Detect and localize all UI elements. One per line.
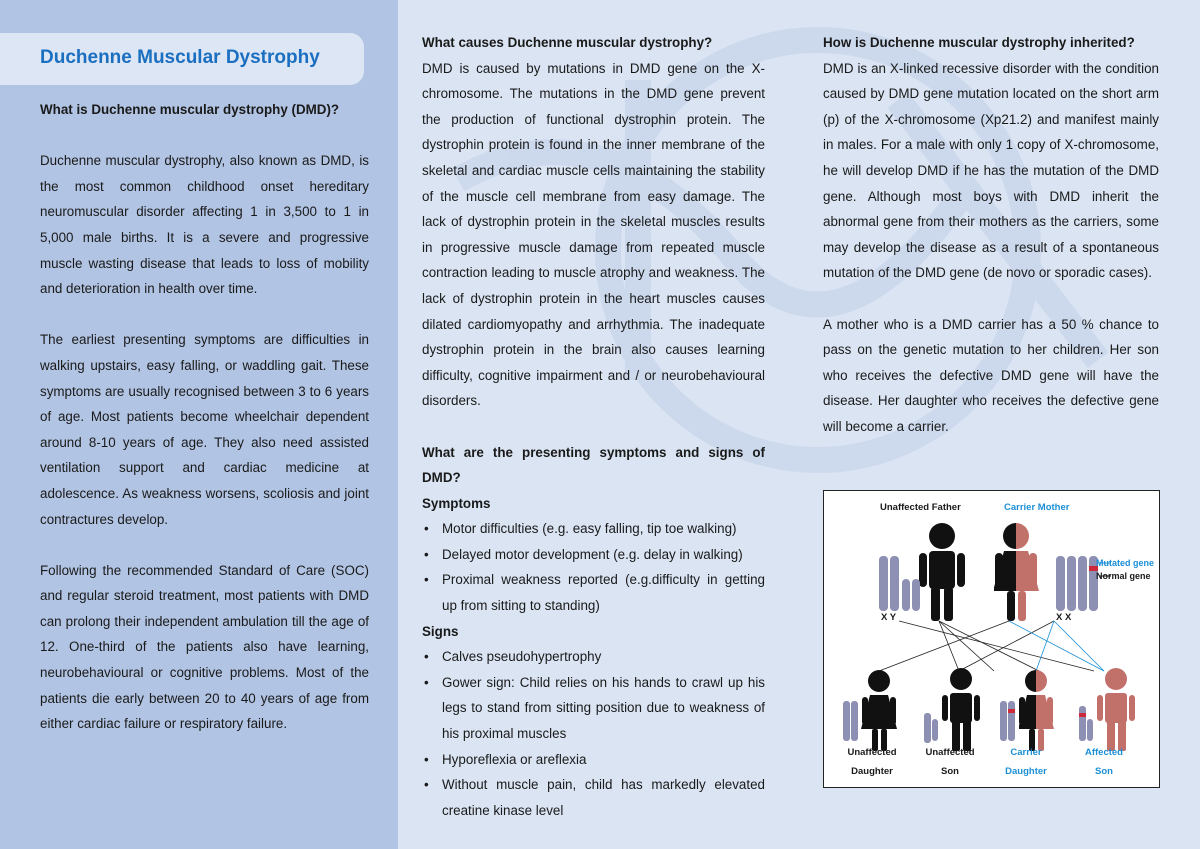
list-item: • Motor difficulties (e.g. easy falling, tip toe walking) xyxy=(422,516,765,542)
list-item: • Delayed motor development (e.g. delay in walking) xyxy=(422,542,765,568)
signs-list xyxy=(422,644,765,823)
title-banner xyxy=(0,33,364,85)
paragraph-causes: DMD is caused by mutations in DMD gene on the X-chromosome. The mutations in the DMD gene prevent the production of functional dystrophin protein. The dystrophin protein is found in the inner membrane of the skeletal and cardiac muscle cells maintaining the stability of the muscle cell membrane from easy damage. The lack of dystrophin protein in the skeletal muscles results in progressive muscle damage from repeated muscle contraction leading to muscle atrophy and weakness. The lack of dystrophin protein in the heart muscles causes dilated cardiomyopathy and arrhythmia. The inadequate dystrophin protein in the brain also causes learning difficulty, cognitive impairment and / or neurobehavioural disorders. xyxy=(422,60,765,409)
heading-what-is-dmd: What is Duchenne muscular dystrophy (DMD)? xyxy=(40,102,340,117)
column-causes-symptoms xyxy=(422,30,765,823)
paragraph-early-symptoms: The earliest presenting symptoms are difficulties in walking upstairs, easy falling, or waddling gait. These symptoms are usually recognised between 3 to 6 years of age. Most patients become wheelchair dependent around 8-10 years of age. They also need assisted ventilation support and cardiac medicine at adolescence. As weakness worsens, scoliosis and joint contractures develop. xyxy=(40,332,369,527)
heading-causes: What causes Duchenne muscular dystrophy? xyxy=(422,35,713,50)
unaffected-daughter-figure xyxy=(861,670,897,751)
father-figure xyxy=(919,523,965,621)
inheritance-drawing xyxy=(824,491,1161,789)
list-item: • Without muscle pain, child has markedly elevated creatine kinase level xyxy=(422,772,765,823)
unaffected-son-figure xyxy=(942,668,980,751)
label-unaffected-son: Unaffected Son xyxy=(925,747,975,777)
legend-mutated-gene: Mutated gene xyxy=(1096,558,1155,568)
label-unaffected-father: Unaffected Father xyxy=(880,502,961,513)
symptoms-list xyxy=(422,516,765,618)
list-item: • Proximal weakness reported (e.g.difficulty in getting up from sitting to standing) xyxy=(422,567,765,618)
heading-symptoms-signs: What are the presenting symptoms and signs of DMD? xyxy=(422,444,765,486)
mother-chromosome-labels: X X xyxy=(1056,612,1072,623)
mother-chromosomes xyxy=(1056,556,1098,611)
label-carrier-daughter: Carrier Daughter xyxy=(1005,747,1047,777)
paragraph-x-linked: DMD is an X-linked recessive disorder with the condition caused by DMD gene mutation located on the short arm (p) of the X-chromosome (Xp21.2) and manifest mainly in males. For a male with only 1 copy of X-chromosome, he will develop DMD if he has the mutation of the DMD gene. Although most boys with DMD inherit the abnormal gene from their mothers as the carriers, some may develop the disease as a result of a spontaneous mutation of the DMD gene (de novo or sporadic cases). xyxy=(823,60,1159,281)
label-carrier-mother: Carrier Mother xyxy=(1004,502,1070,513)
label-unaffected-daughter: Unaffected Daughter xyxy=(847,747,897,777)
signs-label: Signs xyxy=(422,623,459,639)
paragraph-standard-of-care: Following the recommended Standard of Care (SOC) and regular steroid treatment, most patients with DMD can prolong their independent ambulation till the age of 12. One-third of the patients also have learning, neurobehavioural or cognitive problems. Most of the patients die early between 20 to 40 years of age from either cardiac failure or respiratory failure. xyxy=(40,562,369,732)
heading-inheritance: How is Duchenne muscular dystrophy inherited? xyxy=(823,35,1135,50)
page-title: Duchenne Muscular Dystrophy xyxy=(40,47,320,68)
father-chromosome-labels: X Y xyxy=(881,612,897,623)
affected-son-figure xyxy=(1097,668,1135,751)
label-affected-son: Affected Son xyxy=(1084,747,1123,777)
list-item: • Gower sign: Child relies on his hands to crawl up his legs to stand from sitting position due to weakness of his proximal muscles xyxy=(422,670,765,747)
father-chromosomes xyxy=(879,556,920,611)
column-inheritance xyxy=(823,30,1159,440)
legend-normal-gene: Normal gene xyxy=(1096,571,1151,581)
paragraph-carrier-chance: A mother who is a DMD carrier has a 50 % chance to pass on the genetic mutation to her children. Her son who receives the defective DMD gene will have the disease. Her daughter who receives the defective gene will become a carrier. xyxy=(823,316,1159,434)
list-item: • Hyporeflexia or areflexia xyxy=(422,747,765,773)
paragraph-definition: Duchenne muscular dystrophy, also known as DMD, is the most common childhood onset hereditary neuromuscular disorder affecting 1 in 3,500 to 1 in 5,000 male births. It is a severe and progressive muscle wasting disease that leads to loss of mobility and deterioration in health over time. xyxy=(40,153,369,297)
symptoms-label: Symptoms xyxy=(422,495,491,511)
column-what-is-dmd xyxy=(40,97,369,762)
list-item: • Calves pseudohypertrophy xyxy=(422,644,765,670)
inheritance-diagram xyxy=(823,490,1160,788)
